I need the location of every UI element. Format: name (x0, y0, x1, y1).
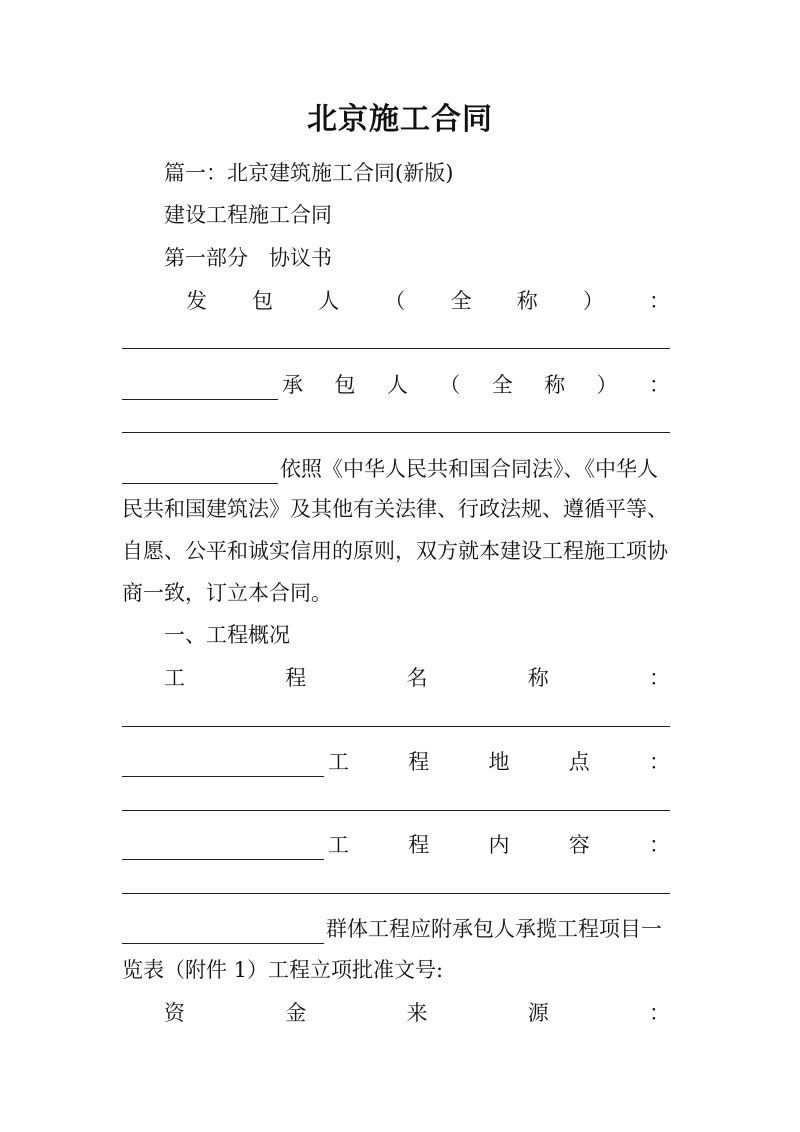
intro-line: 依照《中华人民共和国合同法》、《中华人 (280, 457, 658, 481)
project-content-field[interactable] (122, 893, 670, 894)
blank-field[interactable] (122, 461, 278, 484)
subtitle-part-one: 第一部分 协议书 (164, 246, 332, 270)
group-project-line: 览表（附件 1）工程立项批准文号: (122, 958, 444, 982)
blank-field[interactable] (122, 754, 324, 777)
intro-line: 自愿、公平和诚实信用的原则，双方就本建设工程施工项协 (122, 539, 668, 563)
group-project-line: 群体工程应附承包人承揽工程项目一 (326, 917, 662, 941)
project-location-field[interactable] (122, 810, 670, 811)
blank-field[interactable] (122, 921, 324, 944)
project-location-row (122, 747, 670, 777)
intro-paragraph-start (122, 454, 670, 484)
employer-label: 发 包 人 （ 全 称 ） ： (186, 289, 670, 313)
blank-field[interactable] (122, 377, 278, 400)
funding-source-label: 资 金 来 源 ： (164, 1001, 670, 1025)
intro-line: 民共和国建筑法》及其他有关法律、行政法规、遵循平等、 (122, 497, 668, 521)
section-heading: 一、工程概况 (164, 623, 290, 647)
project-content-label: 工 程 内 容 ： (328, 833, 670, 857)
subtitle-version: 篇一：北京建筑施工合同(新版) (164, 161, 454, 185)
contractor-label: 承 包 人 （ 全 称 ） ： (282, 373, 670, 397)
page-title: 北京施工合同 (307, 102, 493, 137)
project-name-label: 工 程 名 称 ： (164, 666, 670, 690)
contractor-name-field[interactable] (122, 432, 670, 433)
intro-line: 商一致，订立本合同。 (122, 581, 332, 605)
project-content-row (122, 830, 670, 860)
contractor-label-row (122, 370, 670, 400)
project-location-label: 工 程 地 点 ： (328, 750, 670, 774)
group-project-row (122, 914, 670, 944)
blank-field[interactable] (122, 837, 324, 860)
employer-name-field[interactable] (122, 348, 670, 349)
project-name-field[interactable] (122, 726, 670, 727)
subtitle-contract-type: 建设工程施工合同 (164, 203, 332, 227)
